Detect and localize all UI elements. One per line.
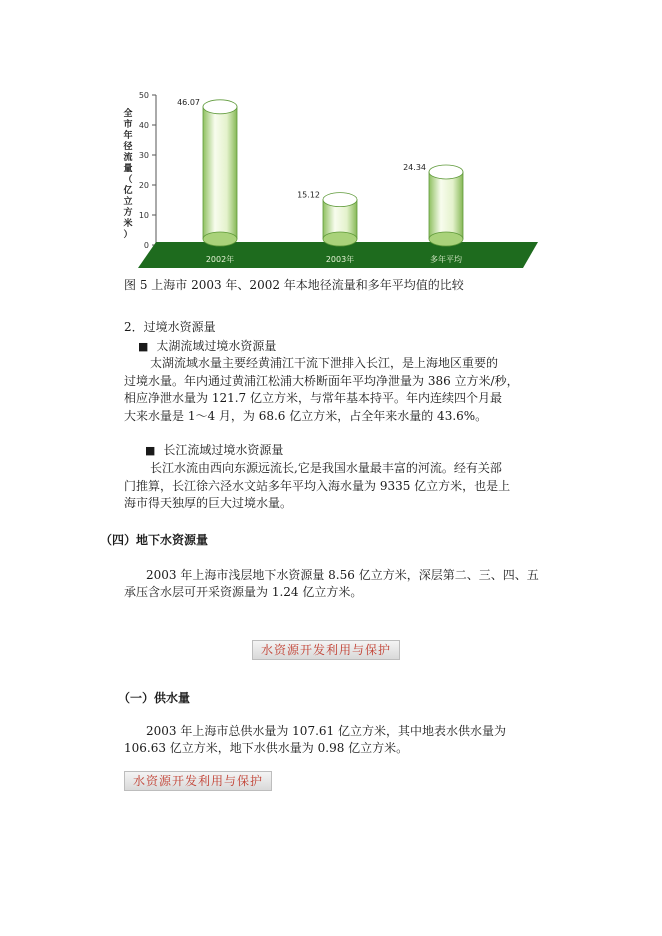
banner-water-development-2: 水资源开发利用与保护 — [124, 771, 272, 791]
ylabel-char: 亿 — [123, 186, 133, 196]
supply-line-1: 2003 年上海市总供水量为 107.61 亿立方米，其中地表水供水量为 — [146, 724, 506, 738]
taihu-line-2: 过境水量。年内通过黄浦江松浦大桥断面年平均净泄量为 386 立方米/秒， — [124, 374, 519, 388]
runoff-bar-chart — [118, 88, 548, 270]
yangtze-line-3: 海市得天独厚的巨大过境水量。 — [124, 496, 293, 510]
y-axis-ticks — [139, 91, 156, 250]
bar-bottom — [323, 232, 357, 246]
bar-body — [429, 172, 463, 239]
bar-bottom — [429, 232, 463, 246]
ylabel-char: 市 — [123, 120, 133, 130]
y-axis-label — [122, 107, 132, 240]
section-heading-water-supply: （一）供水量 — [118, 691, 191, 705]
ylabel-char: 年 — [123, 131, 133, 141]
taihu-line-1: 太湖流域水量主要经黄浦江干流下泄排入长江，是上海地区重要的 — [150, 356, 499, 370]
category-label: 2003年 — [325, 255, 355, 264]
subheading-yangtze: ■ 长江流域过境水资源量 — [145, 441, 283, 460]
taihu-line-3: 相应净泄水量为 121.7 亿立方米，与常年基本持平。年内连续四个月最 — [124, 391, 502, 405]
ylabel-char: 全 — [123, 109, 133, 119]
category-label: 多年平均 — [430, 255, 462, 264]
y-tick-label: 50 — [138, 91, 149, 100]
section-heading-groundwater: （四）地下水资源量 — [100, 533, 209, 547]
figure-caption: 图 5 上海市 2003 年、2002 年本地径流量和多年平均值的比较 — [124, 278, 464, 292]
y-tick-label: 20 — [138, 181, 149, 190]
bar-top — [323, 193, 357, 207]
groundwater-line-1: 2003 年上海市浅层地下水资源量 8.56 亿立方米，深层第二、三、四、五 — [146, 568, 539, 582]
yangtze-line-1: 长江水流由西向东源远流长,它是我国水量最丰富的河流。经有关部 — [150, 461, 502, 475]
y-tick-label: 40 — [138, 121, 149, 130]
ylabel-char: 径 — [123, 142, 133, 152]
section-heading-transit-water: 2．过境水资源量 — [124, 320, 216, 334]
bar-value-label: 46.07 — [177, 97, 200, 107]
banner-water-development-1: 水资源开发利用与保护 — [252, 640, 400, 660]
ylabel-char: 方 — [123, 208, 133, 218]
subheading-taihu: ■ 太湖流域过境水资源量 — [138, 337, 276, 356]
bar-value-label: 15.12 — [297, 190, 320, 200]
bar-top — [203, 100, 237, 114]
yangtze-line-2: 门推算，长江徐六泾水文站多年平均入海水量为 9335 亿立方米，也是上 — [124, 479, 511, 493]
groundwater-line-2: 承压含水层可开采资源量为 1.24 亿立方米。 — [124, 585, 363, 599]
category-label: 2002年 — [205, 255, 235, 264]
y-tick-label: 30 — [138, 151, 149, 160]
ylabel-char: 立 — [123, 197, 133, 207]
supply-line-2: 106.63 亿立方米，地下水供水量为 0.98 亿立方米。 — [124, 741, 409, 755]
ylabel-char: 量 — [123, 164, 133, 174]
taihu-line-4: 大来水量是 1～4 月，为 68.6 亿立方米，占全年来水量的 43.6%。 — [124, 409, 488, 423]
bar-bottom — [203, 232, 237, 246]
ylabel-char: （ — [123, 175, 133, 185]
bar-top — [429, 165, 463, 179]
bars — [177, 98, 463, 264]
ylabel-char: ） — [123, 230, 133, 240]
bar-value-label: 24.34 — [403, 162, 426, 172]
y-tick-label: 10 — [138, 211, 149, 220]
y-tick-label: 0 — [143, 241, 149, 250]
ylabel-char: 流 — [123, 153, 133, 163]
ylabel-char: 米 — [123, 219, 133, 229]
bar-body — [203, 107, 237, 239]
